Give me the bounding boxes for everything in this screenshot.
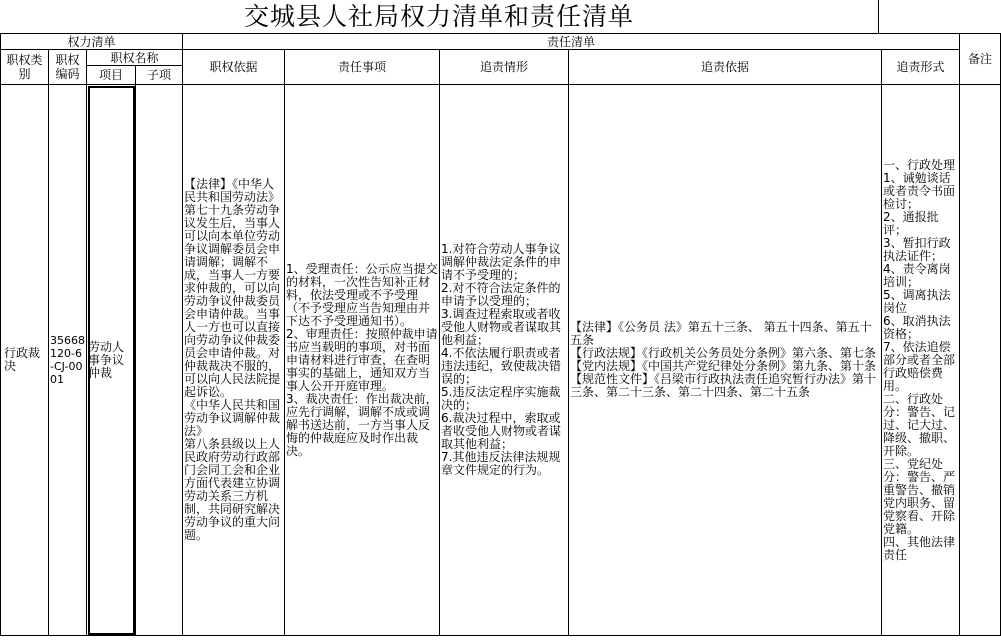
- header-category: 职权类别: [1, 50, 49, 85]
- cell-subitem[interactable]: [136, 85, 183, 636]
- header-subitem: 子项: [136, 66, 183, 85]
- cell-duties[interactable]: 1、受理责任：公示应当提交的材料，一次性告知补正材料，依法受理或不予受理（不予受理应当告知理由并下达不予受理通知书）。 2、审理责任：按照仲裁申请书应当载明的事项，对书面申请材料进行审查，在查明事实的基础上，通知双方当事人公开开庭审理。 3、裁决责任：作出裁决前，应先行调解，调解不成或调解书送达前，一方当事人反悔的仲裁庭应及时作出裁决。: [285, 85, 440, 636]
- cell-form[interactable]: 一、行政处理 1、诫勉谈话或者责令书面检讨； 2、通报批评； 3、暂扣行政执法证件； 4、责令离岗培训； 5、调离执法岗位 6、取消执法资格； 7、依法追偿部分或者全部行政赔偿费用。 二、行政处分：警告、记过、记大过、降级、撤职、开除。 三、党纪处分：警告、严重警告、撤销党内职务、留党察看、开除党籍。 四、其他法律责任: [882, 85, 960, 636]
- title-divider: [878, 0, 879, 33]
- header-remarks: 备注: [960, 34, 1001, 85]
- page-title: 交城县人社局权力清单和责任清单: [243, 2, 634, 31]
- cell-code[interactable]: 35668120-6-CJ-0001: [49, 85, 87, 636]
- header-form: 追责形式: [882, 50, 960, 85]
- header-duties: 责任事项: [285, 50, 440, 85]
- header-accountability-basis: 追责依据: [569, 50, 882, 85]
- cell-circumstances[interactable]: 1.对符合劳动人事争议调解仲裁法定条件的申请不予受理的； 2.对不符合法定条件的申请予以受理的； 3.调查过程索取或者收受他人财物或者谋取其他利益； 4.不依法履行职责或者违法违纪，致使裁决错误的； 5.违反法定程序实施裁决的； 6.裁决过程中，索取或者收受他人财物或者谋取其他利益； 7.其他违反法律法规规章文件规定的行为。: [440, 85, 569, 636]
- cell-item[interactable]: 劳动人事争议仲裁: [87, 85, 136, 636]
- cell-remarks[interactable]: [960, 85, 1001, 636]
- header-name: 职权名称: [87, 50, 183, 66]
- cell-category[interactable]: 行政裁决: [1, 85, 49, 636]
- header-responsibility-list: 责任清单: [183, 34, 960, 50]
- cell-accountability-basis[interactable]: 【法律】《公务员 法》第五十三条、 第五十四条、第五十五条 【行政法规】《行政机关公务员处分条例》第六条、第七条 【党内法规】《中国共产党纪律处分条例》第九条、第十条 【规范性文件】《吕梁市行政执法责任追究暂行办法》第十三条、第二十三条、第二十四条、第二十五条: [569, 85, 882, 636]
- header-circumstances: 追责情形: [440, 50, 569, 85]
- responsibility-table: [0, 33, 1001, 636]
- header-item: 项目: [87, 66, 136, 85]
- cell-basis[interactable]: 【法律】《中华人民共和国劳动法》 第七十九条劳动争议发生后，当事人可以向本单位劳动争议调解委员会申请调解；调解不成，当事人一方要求仲裁的，可以向劳动争议仲裁委员会申请仲裁。当事人一方也可以直接向劳动争议仲裁委员会申请仲裁。对仲裁裁决不服的，可以向人民法院提起诉讼。 《中华人民共和国劳动争议调解仲裁法》 第八条县级以上人民政府劳动行政部门会同工会和企业方面代表建立协调劳动关系三方机制，共同研究解决劳动争议的重大问题。: [183, 85, 285, 636]
- header-code: 职权编码: [49, 50, 87, 85]
- header-basis: 职权依据: [183, 50, 285, 85]
- header-power-list: 权力清单: [1, 34, 183, 50]
